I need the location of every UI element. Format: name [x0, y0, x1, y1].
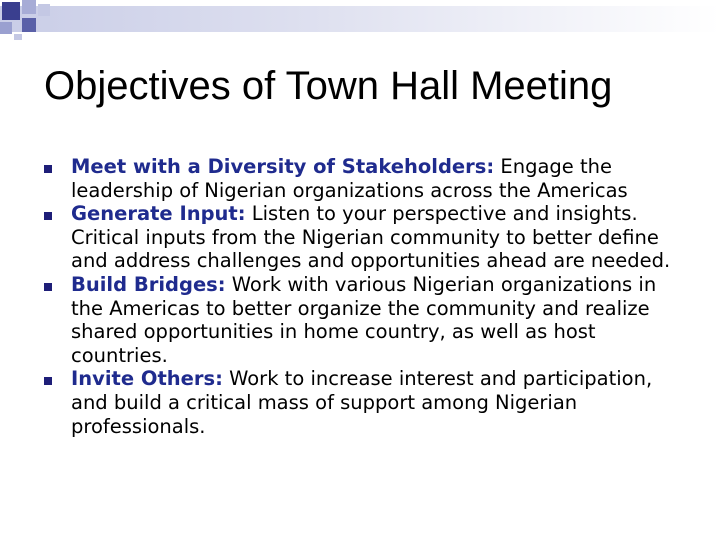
title-band-gradient — [0, 6, 720, 32]
bullet-item-invite — [44, 367, 694, 438]
bullet-text: Work with various Nigerian organizations in the Americas to better organize the community and realize shared opportunities in home country, as well as host countries. — [71, 272, 657, 367]
bullet-text: Work to increase interest and participation, and build a critical mass of support among Nigerian professionals. — [71, 367, 653, 438]
bullet-keyword: Generate Input: — [71, 202, 246, 226]
bullet-keyword: Invite Others: — [71, 367, 223, 391]
square-bullet-icon — [44, 283, 52, 291]
bullet-item-stakeholders — [44, 155, 694, 202]
square-bullet-icon — [44, 212, 52, 220]
bullet-text: Engage the leadership of Nigerian organizations across the Americas — [71, 155, 628, 202]
bullet-list — [44, 155, 694, 438]
bullet-keyword: Meet with a Diversity of Stakeholders: — [71, 155, 495, 178]
square-bullet-icon — [44, 377, 52, 385]
corner-decoration — [0, 0, 60, 40]
bullet-keyword: Build Bridges: — [71, 272, 226, 296]
square-bullet-icon — [44, 165, 52, 173]
bullet-text: Listen to your perspective and insights. Critical inputs from the Nigerian community to better define and address challenges and opportunities ahead are needed. — [71, 202, 671, 273]
page-title: Objectives of Town Hall Meeting — [44, 64, 613, 108]
bullet-item-input — [44, 202, 694, 273]
bullet-item-bridges — [44, 273, 694, 367]
